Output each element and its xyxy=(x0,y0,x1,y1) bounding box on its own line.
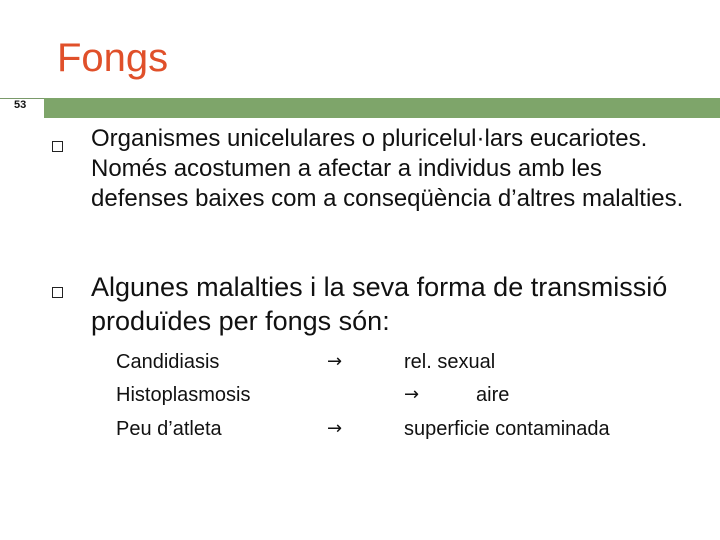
disease-transmission: superficie contaminada xyxy=(404,418,610,440)
arrow-right-icon: → xyxy=(327,418,343,439)
arrow-right-icon: → xyxy=(404,384,420,405)
bullet-text-2: Algunes malalties i la seva forma de transmissió produïdes per fongs són: xyxy=(91,272,668,336)
slide-number: 53 xyxy=(14,99,27,111)
bullet-square-icon xyxy=(52,141,63,152)
bullet-text-1: Organismes unicelulares o pluricelul·lars eucariotes. Només acostumen a afectar a individus amb les defenses baixes com a conseqüència d’altres malalties. xyxy=(91,125,684,212)
arrow-right-icon: → xyxy=(327,351,343,372)
disease-transmission: rel. sexual xyxy=(404,351,496,373)
bullet-square-icon xyxy=(52,287,63,298)
disease-name: Histoplasmosis xyxy=(116,384,251,406)
slide-title: Fongs xyxy=(57,36,169,80)
disease-transmission: aire xyxy=(476,384,510,406)
header-bar xyxy=(44,98,720,118)
disease-name: Peu d’atleta xyxy=(116,418,222,440)
disease-name: Candidiasis xyxy=(116,351,220,373)
